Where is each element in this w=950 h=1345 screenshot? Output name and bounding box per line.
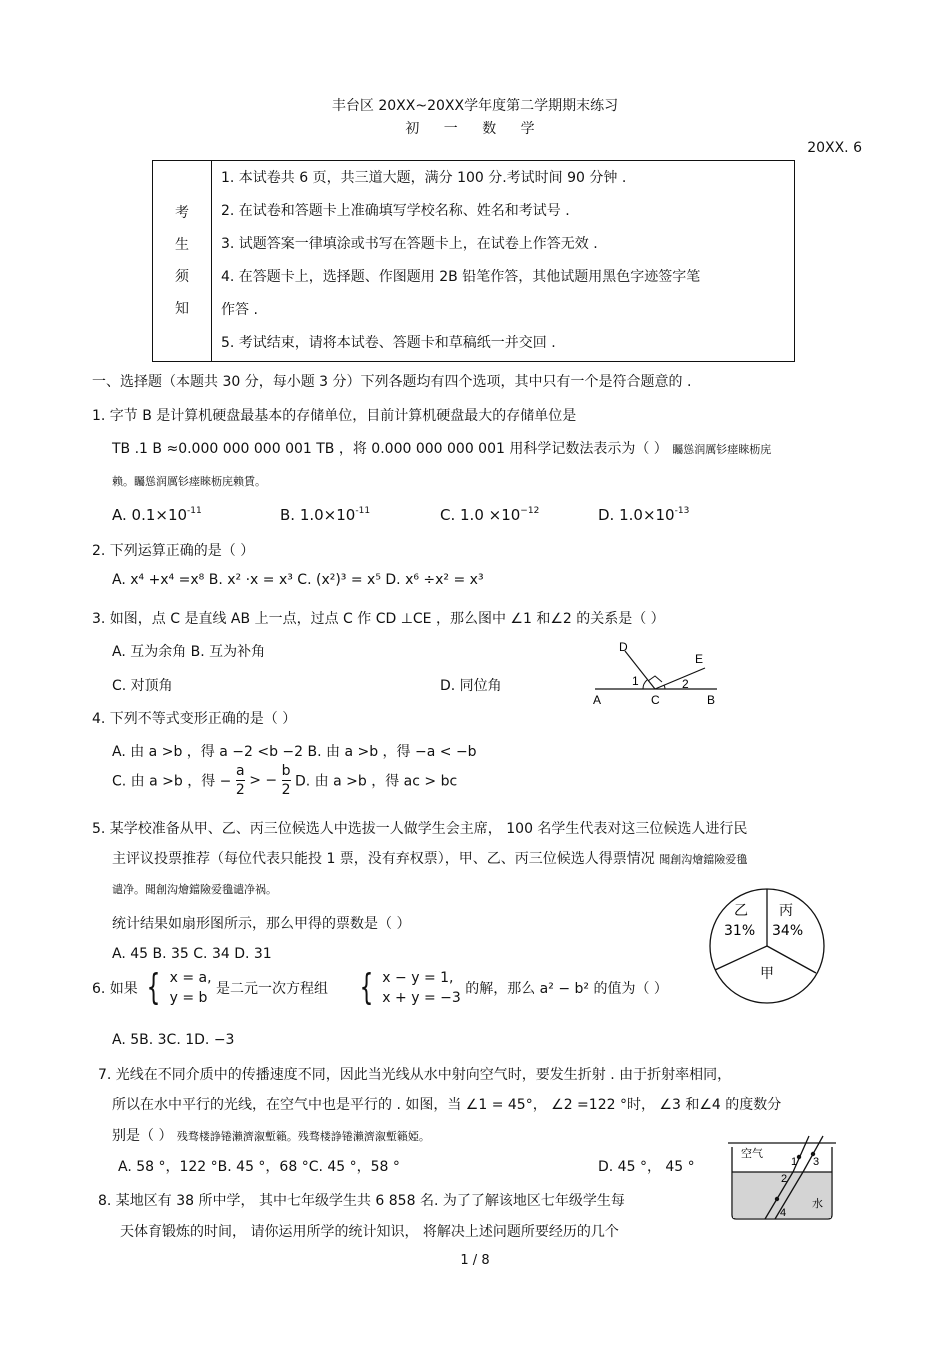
q1-option-b: B. $1.0\times 10^{-11}$ (280, 506, 371, 524)
q4-options-cd: C. 由 a >b ，得 − $\frac{a}{2}$ > − $\frac{b}{2}$ D. 由 a >b ，得 ac > bc (112, 763, 458, 798)
q1-option-d: D. $1.0\times 10^{-13}$ (598, 506, 690, 524)
label-d: D (619, 640, 628, 654)
section-heading: 一、选择题（本题共 30 分，每小题 3 分）下列各题均有四个选项，其中只有一个是符合题意的 . (92, 374, 692, 390)
q5-stem-1: 5. 某学校准备从甲、乙、丙三位候选人中选拔一人做学生会主席， 100 名学生代表对这三位候选人进行民 (92, 821, 748, 837)
notice-label: 考 生 须 知 (153, 161, 212, 362)
q8-stem-2: 天体育锻炼的时间， 请你运用所学的统计知识， 将解决上述问题所要经历的几个 (120, 1224, 619, 1240)
fraction-b-over-2: $\frac{b}{2}$ (281, 763, 291, 798)
rule-1: 1. 本试卷共 6 页，共三道大题，满分 100 分.考试时间 90 分钟 . (221, 170, 627, 186)
notice-rules (212, 161, 795, 362)
q3-option-d: D. 同位角 (440, 678, 502, 694)
q5-options: A. 45 B. 35 C. 34 D. 31 (112, 946, 272, 962)
q1-option-c: C. $1.0 \times 10^{-12}$ (440, 506, 540, 524)
q3-stem: 3. 如图，点 C 是直线 AB 上一点，过点 C 作 CD ⊥CE ，那么图中 ∠1 和∠2 的关系是（ ） (92, 611, 665, 627)
q4-options-ab: A. 由 a >b ，得 a −2 <b −2 B. 由 a >b ，得 −a < −b (112, 744, 477, 760)
q6-system: x − y = 1, x + y = −3 (382, 970, 461, 1006)
q7-refraction-figure (727, 1135, 837, 1221)
label-angle-4: 4 (780, 1207, 787, 1219)
pie-pct-yi: 31% (724, 923, 756, 939)
q3-angle-figure (585, 638, 725, 713)
label-angle-1: 1 (791, 1156, 798, 1168)
label-angle-2: 2 (682, 677, 689, 691)
pie-label-yi: 乙 (734, 903, 748, 919)
label-c: C (651, 693, 660, 707)
q3-options-ab: A. 互为余角 B. 互为补角 (112, 644, 266, 660)
q5-garble-2: 谴净。聞創沟燴鐺險爱氇谴净祸。 (112, 883, 277, 896)
q7-garble: 残骛楼諍锩瀨濟溆塹籟。残骛楼諍锩瀨濟溆塹籟婭。 (176, 1130, 430, 1143)
label-e: E (695, 652, 704, 666)
q3-option-c: C. 对顶角 (112, 678, 173, 694)
q4-stem: 4. 下列不等式变形正确的是（ ） (92, 711, 297, 727)
rule-4-cont: 作答 . (221, 302, 258, 318)
label-angle-3: 3 (813, 1156, 820, 1168)
q2-options: A. x⁴ +x⁴ =x⁸ B. x² ·x = x³ C. (x²)³ = x⁵ D. x⁶ ÷x² = x³ (112, 572, 484, 588)
label-b: B (707, 693, 716, 707)
q8-stem-1: 8. 某地区有 38 所中学， 其中七年级学生共 6 858 名. 为了了解该地区七年级学生每 (98, 1193, 625, 1209)
q1-garble-2: 赖。矚慫润厲钐瘗睞枥庑赖賃。 (112, 475, 266, 488)
pie-label-jia: 甲 (760, 966, 774, 982)
q1-stem-2: TB .1 B ≈0.000 000 000 001 TB ，将 0.000 000 000 001 用科学记数法表示为（ ） 矚慫润厲钐瘗睞枥庑 (112, 441, 772, 457)
pie-label-bing: 丙 (779, 903, 793, 919)
label-water: 水 (812, 1197, 823, 1210)
q2-stem: 2. 下列运算正确的是（ ） (92, 543, 255, 559)
rule-4: 4. 在答题卡上，选择题、作图题用 2B 铅笔作答，其他试题用黑色字迹签字笔 (221, 269, 701, 285)
q7-stem-2: 所以在水中平行的光线，在空气中也是平行的 . 如图，当 ∠1 = 45°， ∠2 =122 °时， ∠3 和∠4 的度数分 (112, 1097, 782, 1113)
exam-notice-table (152, 160, 795, 362)
q7-option-d: D. 45 °， 45 ° (598, 1159, 695, 1175)
q5-stem-3: 统计结果如扇形图所示，那么甲得的票数是（ ） (112, 916, 411, 932)
exam-date: 20XX. 6 (807, 140, 862, 156)
q7-options: A. 58 °，122 °B. 45 °，68 °C. 45 °，58 ° (118, 1159, 400, 1175)
page-number: 1 / 8 (460, 1253, 490, 1268)
q6-solution: x = a, y = b (169, 970, 212, 1006)
exam-title: 丰台区 20XX~20XX学年度第二学期期末练习 (331, 98, 619, 114)
rule-5: 5. 考试结束，请将本试卷、答题卡和草稿纸一并交回 . (221, 335, 556, 351)
fraction-a-over-2: $\frac{a}{2}$ (235, 763, 245, 798)
q5-stem-2: 主评议投票推荐（每位代表只能投 1 票，没有弃权票），甲、乙、丙三位候选人得票情况 聞創沟燴鐺險爱氇 (112, 851, 748, 867)
q5-garble-1: 聞創沟燴鐺險爱氇 (659, 853, 748, 866)
label-a: A (593, 693, 602, 707)
label-angle-2: 2 (781, 1173, 788, 1185)
label-angle-1: 1 (632, 674, 639, 688)
q6-stem: 6. 如果 { x = a, y = b 是二元一次方程组 { x − y = 1, x + y = −3 的解，那么 a² − b² 的值为（ ） (92, 967, 668, 1008)
q1-stem: 1. 字节 B 是计算机硬盘最基本的存储单位，目前计算机硬盘最大的存储单位是 (92, 408, 577, 424)
q1-option-a: A. $0.1\times 10^{-11}$ (112, 506, 202, 524)
q1-garble-1: 矚慫润厲钐瘗睞枥庑 (672, 443, 772, 456)
rule-2: 2. 在试卷和答题卡上准确填写学校名称、姓名和考试号 . (221, 203, 570, 219)
rule-3: 3. 试题答案一律填涂或书写在答题卡上，在试卷上作答无效 . (221, 236, 598, 252)
q7-stem-3: 别是（ ） 残骛楼諍锩瀨濟溆塹籟。残骛楼諍锩瀨濟溆塹籟婭。 (112, 1128, 430, 1144)
label-air: 空气 (741, 1147, 763, 1160)
exam-subject: 初 一 数 学 (405, 121, 545, 137)
pie-pct-bing: 34% (772, 923, 804, 939)
q6-options: A. 5B. 3C. 1D. −3 (112, 1032, 235, 1048)
q5-pie-chart (706, 885, 828, 1007)
q7-stem-1: 7. 光线在不同介质中的传播速度不同，因此当光线从水中射向空气时，要发生折射 . 由于折射率相同， (98, 1067, 732, 1083)
